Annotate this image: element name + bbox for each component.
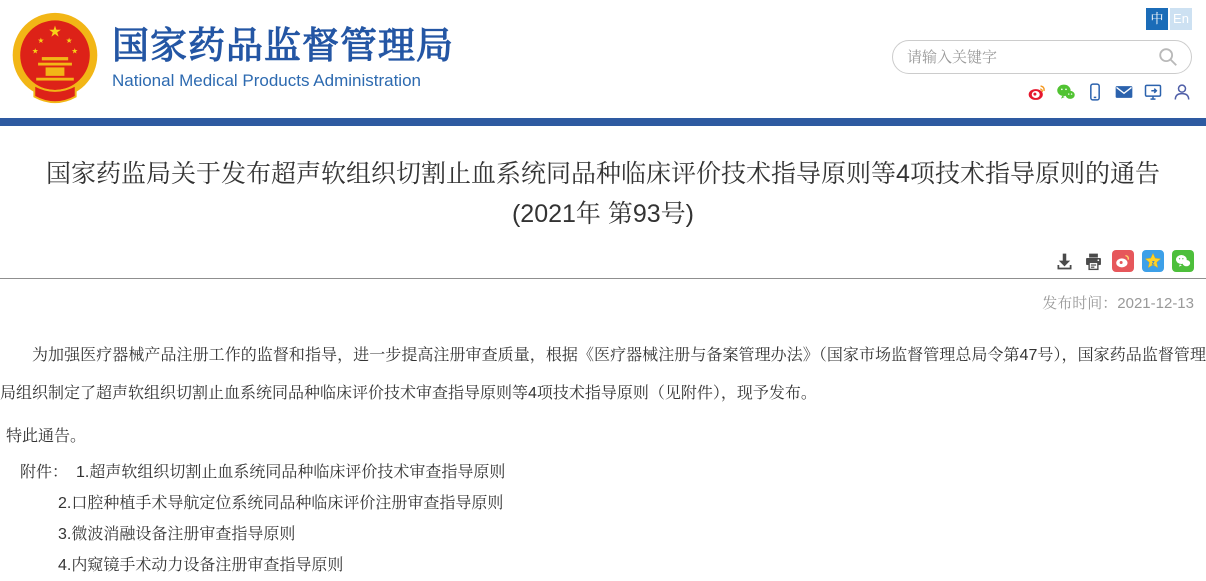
message-board-icon[interactable] [1143,82,1163,102]
attachment-link[interactable]: 4.内窥镜手术动力设备注册审查指导原则 [58,557,344,574]
share-qzone-icon[interactable] [1142,250,1164,272]
national-emblem-icon [8,10,102,106]
attachments-label: 附件： [20,464,69,481]
site-logo-group[interactable] [8,10,454,106]
svg-text:★: ★ [37,35,45,45]
weibo-icon[interactable] [1027,82,1047,102]
svg-text:★: ★ [65,35,73,45]
mobile-icon[interactable] [1085,82,1105,102]
user-icon[interactable] [1172,82,1192,102]
svg-text:★: ★ [71,46,79,56]
print-icon[interactable] [1083,251,1104,272]
svg-text:★: ★ [31,46,39,56]
article-content [0,154,1206,581]
search-input[interactable] [905,48,1157,67]
attachment-link[interactable]: 2.口腔种植手术导航定位系统同品种临床评价注册审查指导原则 [58,495,504,512]
notice-paragraph: 为加强医疗器械产品注册工作的监督和指导，进一步提高注册审查质量，根据《医疗器械注册与备案管理办法》（国家市场监督管理总局令第47号），国家药品监督管理局组织制定了超声软组织切割止血系统同品种临床评价技术审查指导原则等4项技术指导原则（见附件），现予发布。 [0,347,1206,402]
site-title-zh: 国家药品监督管理局 [112,25,454,67]
publish-date-value: 2021-12-13 [1117,295,1194,312]
article-action-row [0,234,1206,278]
search-box [892,40,1192,74]
lang-zh-button[interactable]: 中 [1146,8,1168,30]
article-title-line2: (2021年 第93号) [511,200,695,228]
svg-text:z: z [1151,259,1155,267]
search-icon[interactable] [1157,46,1179,68]
publish-date-row [0,279,1206,313]
attachment-link[interactable]: 1.超声软组织切割止血系统同品种临床评价技术审查指导原则 [76,464,506,481]
site-header [0,0,1206,118]
lang-en-button[interactable]: En [1170,8,1192,30]
social-icons-row [1027,82,1192,102]
article-title [8,154,1198,234]
wechat-icon[interactable] [1056,82,1076,102]
notice-closing: 特此通告。 [6,428,87,445]
attachment-link[interactable]: 3.微波消融设备注册审查指导原则 [58,526,296,543]
download-icon[interactable] [1054,251,1075,272]
article-title-line1: 国家药监局关于发布超声软组织切割止血系统同品种临床评价技术指导原则等4项技术指导原则的通告 [46,160,1160,188]
site-title-en: National Medical Products Administration [112,70,421,90]
header-accent-bar [0,118,1206,126]
attachments-list [0,457,1206,581]
svg-text:★: ★ [48,23,62,41]
share-weibo-icon[interactable] [1112,250,1134,272]
share-wechat-icon[interactable] [1172,250,1194,272]
publish-date-label: 发布时间： [1042,295,1118,312]
language-toggle [1146,8,1192,30]
mail-icon[interactable] [1114,82,1134,102]
